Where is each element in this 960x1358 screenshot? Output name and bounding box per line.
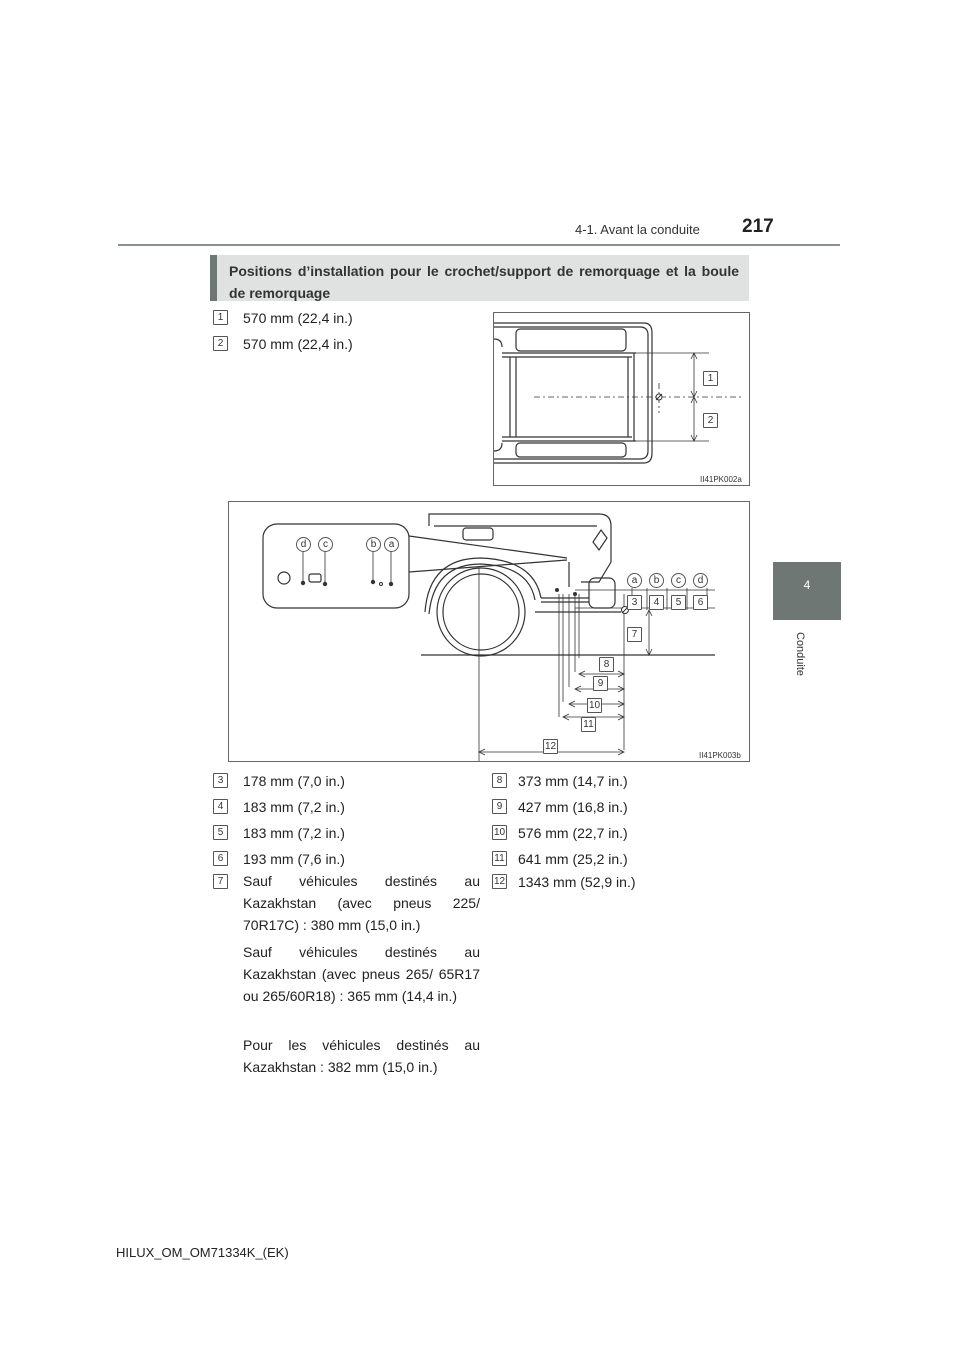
callout: 8 bbox=[599, 657, 614, 672]
callout: 5 bbox=[671, 595, 686, 610]
inset-callout: a bbox=[384, 537, 399, 552]
item-marker: 6 bbox=[213, 851, 228, 866]
item-text: 427 mm (16,8 in.) bbox=[518, 799, 628, 815]
header-divider bbox=[118, 244, 840, 246]
callout: 12 bbox=[544, 741, 557, 752]
item-marker: 3 bbox=[213, 773, 228, 788]
item-text: 570 mm (22,4 in.) bbox=[243, 310, 353, 326]
item-marker: 2 bbox=[213, 336, 228, 351]
section-banner: Positions d’installation pour le crochet/support de remorquage et la boule de remorquage bbox=[210, 255, 749, 301]
item-paragraph: Pour les véhicules destinés au Kazakhstan : 382 mm (15,0 in.) bbox=[243, 1037, 480, 1075]
chapter-tab bbox=[773, 562, 841, 620]
item-text: 1343 mm (52,9 in.) bbox=[518, 874, 636, 890]
callout: b bbox=[649, 573, 664, 588]
chapter-number: 4 bbox=[803, 578, 811, 592]
item-marker: 11 bbox=[492, 851, 507, 866]
figure-side-view bbox=[228, 501, 750, 762]
item-marker: 8 bbox=[492, 773, 507, 788]
item-marker: 12 bbox=[493, 876, 506, 887]
figure-top-view bbox=[493, 312, 750, 486]
callout: 9 bbox=[593, 676, 608, 691]
item-marker: 9 bbox=[492, 799, 507, 814]
callout: 10 bbox=[588, 700, 601, 711]
page-number: 217 bbox=[742, 216, 774, 237]
figure-code: II41PK003b bbox=[699, 751, 741, 760]
item-paragraph: Sauf véhicules destinés au Kazakhstan (avec pneus 225/ 70R17C) : 380 mm (15,0 in.) bbox=[243, 873, 480, 933]
item-text: 570 mm (22,4 in.) bbox=[243, 336, 353, 352]
inset-callout: b bbox=[366, 537, 381, 552]
figure-code: II41PK002a bbox=[700, 475, 742, 484]
callout: 6 bbox=[693, 595, 708, 610]
callout: 2 bbox=[703, 413, 718, 428]
item-paragraph: Sauf véhicules destinés au Kazakhstan (avec pneus 265/ 65R17 ou 265/60R18) : 365 mm (14,4 in.) bbox=[243, 944, 480, 1004]
item-marker: 1 bbox=[213, 310, 228, 325]
item-text: 183 mm (7,2 in.) bbox=[243, 799, 345, 815]
callout: 11 bbox=[581, 717, 596, 732]
top-view-drawing bbox=[494, 313, 749, 485]
item-marker: 4 bbox=[213, 799, 228, 814]
item-text: 641 mm (25,2 in.) bbox=[518, 851, 628, 867]
item-text: 373 mm (14,7 in.) bbox=[518, 773, 628, 789]
callout: 4 bbox=[649, 595, 664, 610]
callout: d bbox=[693, 573, 708, 588]
item-text: 193 mm (7,6 in.) bbox=[243, 851, 345, 867]
callout: 3 bbox=[627, 595, 642, 610]
inset-callout: c bbox=[318, 537, 333, 552]
item-marker: 7 bbox=[213, 874, 228, 889]
document-code: HILUX_OM_OM71334K_(EK) bbox=[116, 1245, 289, 1260]
callout: c bbox=[671, 573, 686, 588]
item-text: 178 mm (7,0 in.) bbox=[243, 773, 345, 789]
chapter-title: Conduite bbox=[794, 632, 806, 677]
callout: 1 bbox=[703, 371, 718, 386]
item-marker: 5 bbox=[213, 825, 228, 840]
item-text: 576 mm (22,7 in.) bbox=[518, 825, 628, 841]
inset-callout: d bbox=[296, 537, 311, 552]
item-text: 183 mm (7,2 in.) bbox=[243, 825, 345, 841]
callout: a bbox=[627, 573, 642, 588]
item-marker: 10 bbox=[493, 827, 506, 838]
section-title: 4-1. Avant la conduite bbox=[575, 222, 700, 237]
callout: 7 bbox=[627, 627, 642, 642]
